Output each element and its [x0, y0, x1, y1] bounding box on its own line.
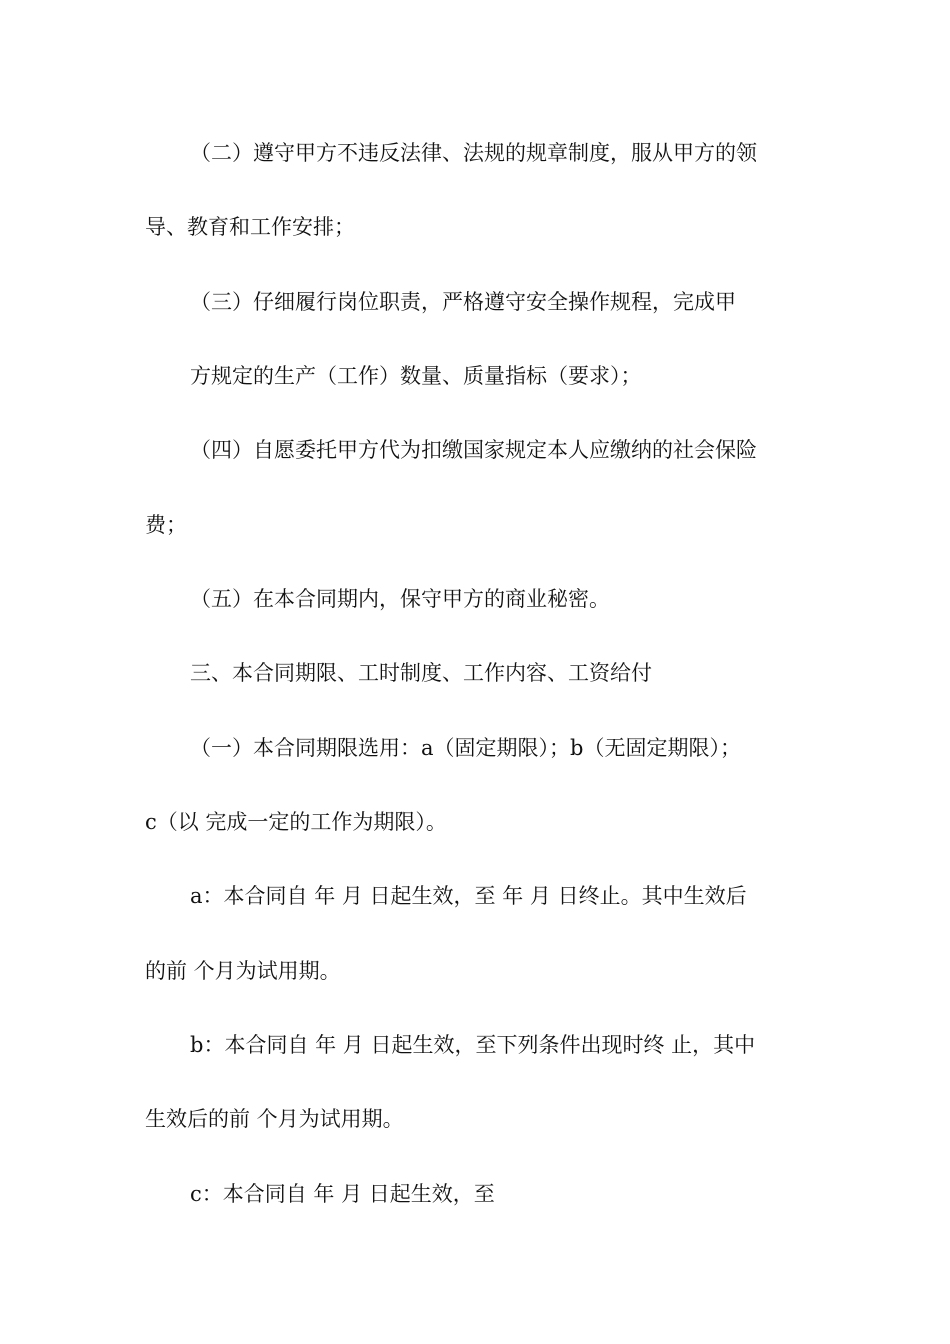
paragraph-line: a：本合同自 年 月 日起生效，至 年 月 日终止。其中生效后 [190, 884, 747, 908]
paragraph-line: （四）自愿委托甲方代为扣缴国家规定本人应缴纳的社会保险 [190, 438, 757, 462]
paragraph-line: （二）遵守甲方不违反法律、法规的规章制度，服从甲方的领 [190, 141, 757, 165]
paragraph-line: c（以 完成一定的工作为期限）。 [145, 810, 447, 834]
paragraph-line: 费； [145, 513, 187, 537]
paragraph-line: b：本合同自 年 月 日起生效，至下列条件出现时终 止，其中 [190, 1033, 756, 1057]
paragraph-line: c：本合同自 年 月 日起生效，至 [190, 1182, 495, 1206]
paragraph-line: （五）在本合同期内，保守甲方的商业秘密。 [190, 587, 610, 611]
section-heading: 三、本合同期限、工时制度、工作内容、工资给付 [190, 661, 652, 685]
paragraph-line: （一）本合同期限选用：a（固定期限）；b（无固定期限）； [190, 736, 741, 760]
paragraph-line: （三）仔细履行岗位职责，严格遵守安全操作规程，完成甲 [190, 290, 736, 314]
paragraph-line: 生效后的前 个月为试用期。 [145, 1107, 404, 1131]
paragraph-line: 导、教育和工作安排； [145, 215, 355, 239]
paragraph-line: 的前 个月为试用期。 [145, 959, 341, 983]
paragraph-line: 方规定的生产（工作）数量、质量指标（要求）； [190, 364, 642, 388]
